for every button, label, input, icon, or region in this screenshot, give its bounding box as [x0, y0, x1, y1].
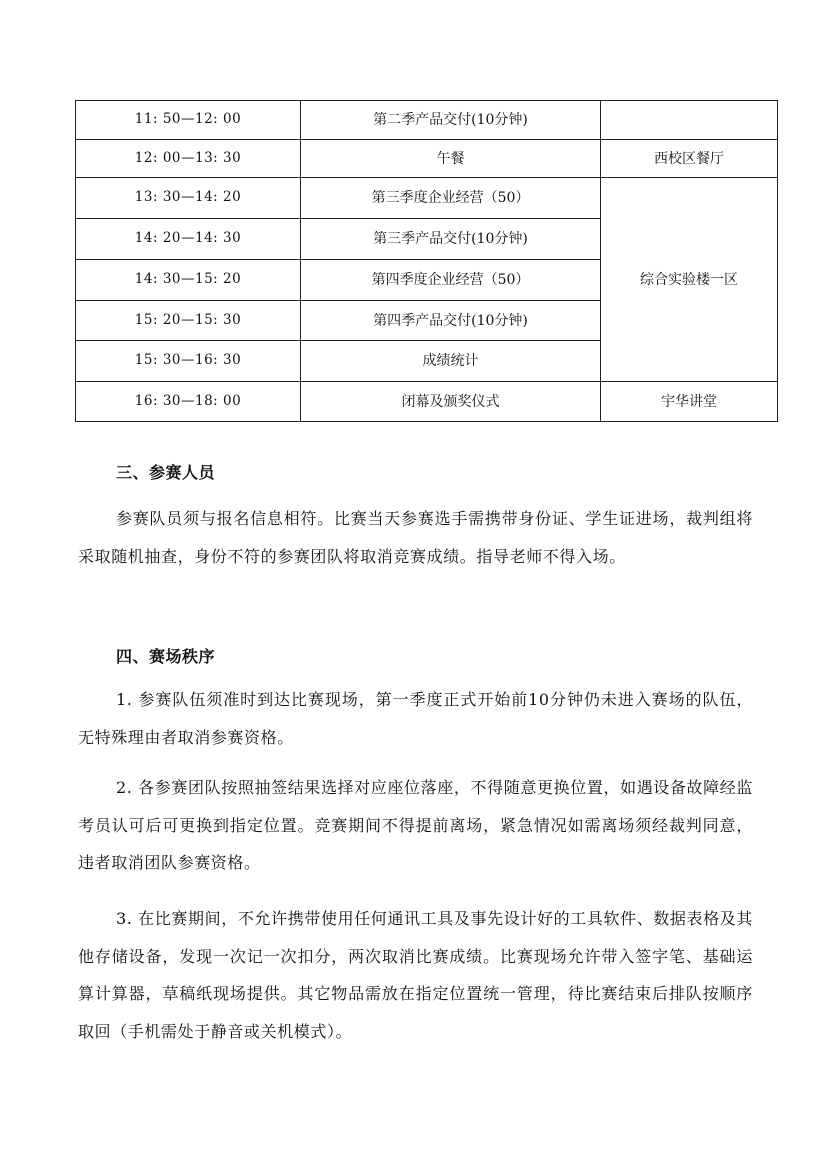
event-cell: 第三季产品交付(10分钟) — [301, 219, 601, 260]
location-cell: 综合实验楼一区 — [601, 178, 778, 382]
schedule-table — [75, 100, 778, 422]
time-cell: 16: 30—18: 00 — [76, 382, 301, 422]
event-cell: 第三季度企业经营（50） — [301, 178, 601, 219]
location-cell: 宇华讲堂 — [601, 382, 778, 422]
paragraph-order-2: 2. 各参赛团队按照抽签结果选择对应座位落座，不得随意更换位置，如遇设备故障经监考员认可后可更换到指定位置。竞赛期间不得提前离场，紧急情况如需离场须经裁判同意，违者取消团队参赛资格。 — [78, 778, 753, 872]
time-cell: 11: 50—12: 00 — [76, 101, 301, 140]
time-cell: 14: 20—14: 30 — [76, 219, 301, 260]
section-heading-order: 四、赛场秩序 — [116, 647, 216, 666]
event-cell: 第四季度企业经营（50） — [301, 260, 601, 301]
event-cell: 成绩统计 — [301, 341, 601, 382]
time-cell: 14: 30—15: 20 — [76, 260, 301, 301]
event-cell: 第二季产品交付(10分钟) — [301, 101, 601, 140]
location-cell: 西校区餐厅 — [601, 140, 778, 178]
paragraph-order-3: 3. 在比赛期间，不允许携带使用任何通讯工具及事先设计好的工具软件、数据表格及其他存储设备，发现一次记一次扣分，两次取消比赛成绩。比赛现场允许带入签字笔、基础运算计算器，草稿纸现场提供。其它物品需放在指定位置统一管理，待比赛结束后排队按顺序取回（手机需处于静音或关机模式）。 — [78, 909, 753, 1041]
time-cell: 12: 00—13: 30 — [76, 140, 301, 178]
location-cell — [601, 101, 778, 140]
section-heading-participants: 三、参赛人员 — [116, 463, 216, 482]
event-cell: 第四季产品交付(10分钟) — [301, 301, 601, 341]
event-cell: 闭幕及颁奖仪式 — [301, 382, 601, 422]
time-cell: 15: 30—16: 30 — [76, 341, 301, 382]
time-cell: 13: 30—14: 20 — [76, 178, 301, 219]
event-cell: 午餐 — [301, 140, 601, 178]
paragraph-order-1: 1. 参赛队伍须准时到达比赛现场，第一季度正式开始前10分钟仍未进入赛场的队伍，无特殊理由者取消参赛资格。 — [78, 690, 753, 747]
time-cell: 15: 20—15: 30 — [76, 301, 301, 341]
table-row — [76, 101, 778, 140]
table-row — [76, 140, 778, 178]
table-row — [76, 178, 778, 219]
table-row — [76, 382, 778, 422]
paragraph-participants: 参赛队员须与报名信息相符。比赛当天参赛选手需携带身份证、学生证进场，裁判组将采取随机抽查，身份不符的参赛团队将取消竞赛成绩。指导老师不得入场。 — [78, 509, 753, 566]
